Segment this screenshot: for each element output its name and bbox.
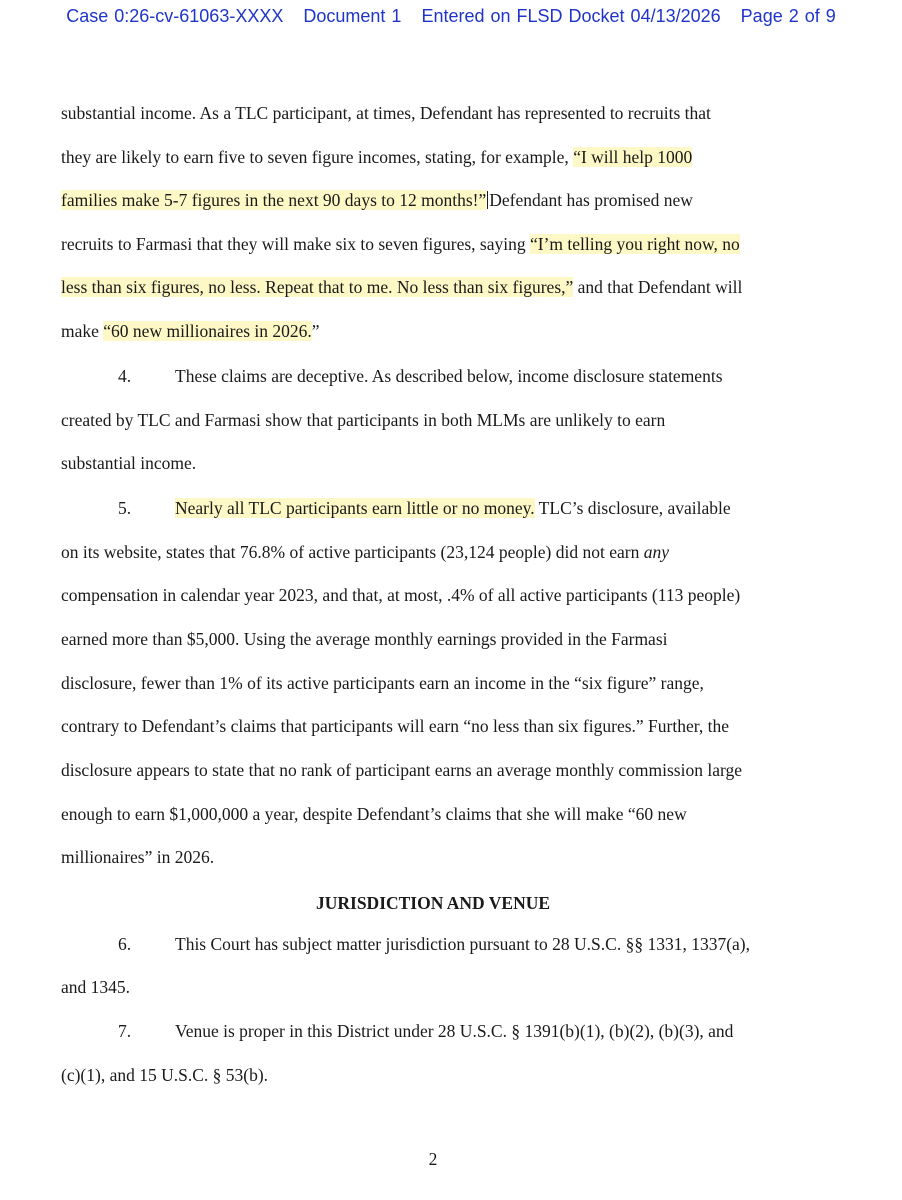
para5-line6: contrary to Defendant’s claims that participants will earn “no less than six figures.” Further, the [61,716,729,736]
para5-line2 [61,540,669,564]
emphasis: any [643,542,669,562]
para3-line3 [61,188,693,212]
para5-line1 [118,496,731,520]
highlighted-quote: less than six figures, no less. Repeat that to me. No less than six figures,” [61,277,574,297]
para3-line1: substantial income. As a TLC participant, at times, Defendant has represented to recruits that [61,103,711,123]
text: This Court has subject matter jurisdiction pursuant to 28 U.S.C. §§ 1331, 1337(a), [175,934,751,954]
docket-header [0,6,902,27]
case-number: Case 0:26-cv-61063-XXXX [66,6,284,26]
para3-line4 [61,232,740,256]
highlighted-quote: families make 5-7 figures in the next 90 days to 12 months!” [61,190,487,210]
para4-line3: substantial income. [61,453,197,473]
paragraph-number: 5. [118,498,132,518]
section-heading: JURISDICTION AND VENUE [315,893,551,913]
text: Venue is proper in this District under 28 U.S.C. § 1391(b)(1), (b)(2), (b)(3), and [175,1021,734,1041]
document-number: Document 1 [303,6,402,26]
highlighted-quote: “60 new millionaires in 2026. [103,321,312,341]
text: make [61,321,104,341]
text: recruits to Farmasi that they will make six to seven figures, saying [61,234,530,254]
para4-line1 [118,364,723,388]
highlighted-quote: “I’m telling you right now, no [530,234,740,254]
docket-entry-date: Entered on FLSD Docket 04/13/2026 [421,6,721,26]
text: ” [311,321,320,341]
para5-line4: earned more than $5,000. Using the average monthly earnings provided in the Farmasi [61,629,668,649]
para7-line1 [118,1019,733,1043]
text: they are likely to earn five to seven figure incomes, stating, for example, [61,147,574,167]
paragraph-number: 7. [118,1021,132,1041]
para5-line5: disclosure, fewer than 1% of its active participants earn an income in the “six figure” range, [61,673,704,693]
text: on its website, states that 76.8% of active participants (23,124 people) did not earn [61,542,644,562]
text: These claims are deceptive. As described below, income disclosure statements [175,366,723,386]
highlighted-quote: “I will help 1000 [573,147,693,167]
para7-line2: (c)(1), and 15 U.S.C. § 53(b). [61,1065,269,1085]
page-of-total: Page 2 of 9 [740,6,836,26]
para5-line7: disclosure appears to state that no rank of participant earns an average monthly commission large [61,760,742,780]
para3-line2 [61,145,692,169]
para6-line2: and 1345. [61,977,131,997]
para5-line9: millionaires” in 2026. [61,847,215,867]
text: Defendant has promised new [489,190,693,210]
para3-line6 [61,319,320,343]
text: and that Defendant will [573,277,743,297]
para5-line8: enough to earn $1,000,000 a year, despite Defendant’s claims that she will make “60 new [61,804,687,824]
para4-line2: created by TLC and Farmasi show that participants in both MLMs are unlikely to earn [61,410,666,430]
para3-line5 [61,275,742,299]
para6-line1 [118,932,750,956]
paragraph-number: 6. [118,934,132,954]
text: TLC’s disclosure, available [534,498,731,518]
para5-line3: compensation in calendar year 2023, and that, at most, .4% of all active participants (113 people) [61,585,741,605]
paragraph-number: 4. [118,366,132,386]
highlighted-sentence: Nearly all TLC participants earn little or no money. [175,498,535,518]
page-number: 2 [428,1149,438,1169]
